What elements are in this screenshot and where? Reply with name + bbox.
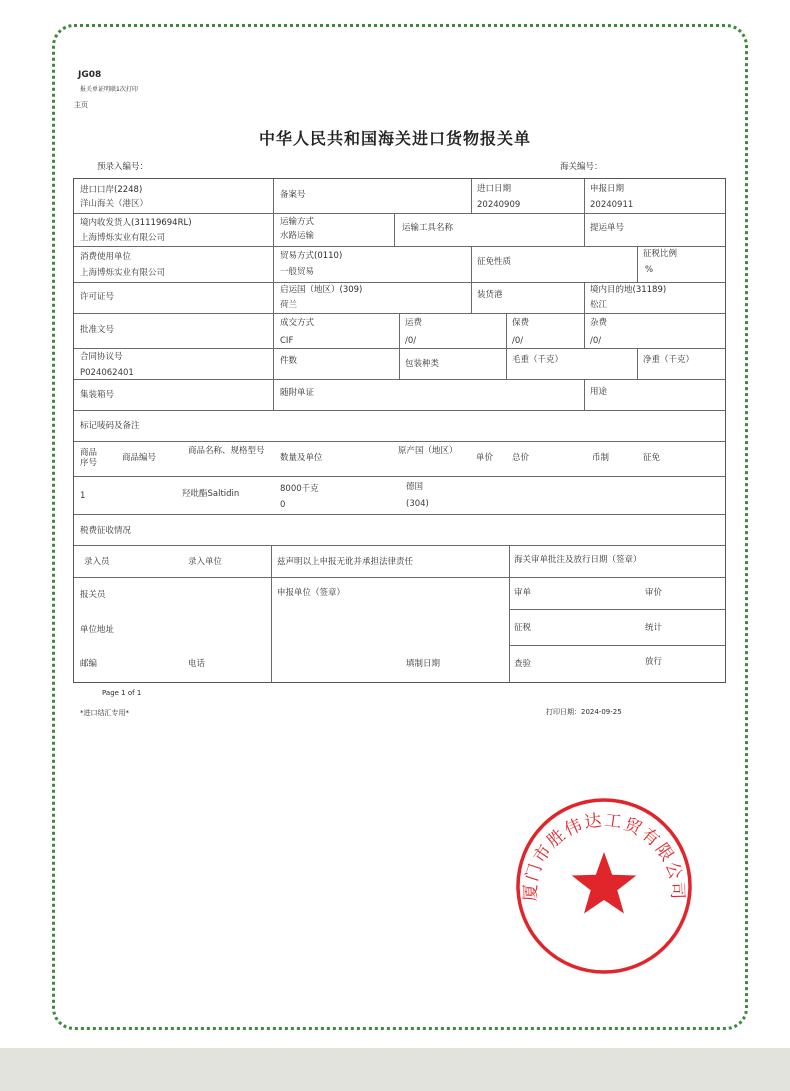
entry-clerk-label: 录入员: [84, 557, 110, 567]
misc-value: /0/: [590, 336, 602, 346]
import-date-value: 20240909: [477, 200, 521, 210]
bill-label: 提运单号: [590, 223, 625, 233]
seal-text: 厦门市胜伟达工贸有限公司: [520, 810, 688, 902]
deal-label: 成交方式: [280, 318, 315, 328]
documents-label: 随附单证: [280, 388, 315, 398]
goods-item-no-header: 商品序号: [80, 448, 98, 468]
consignee-value: 上海博烁实业有限公司: [80, 233, 166, 243]
tax-collection-label: 税费征收情况: [80, 526, 132, 536]
usage-label: 用途: [590, 387, 608, 397]
contract-value: P024062401: [80, 368, 134, 378]
tax-collect-label: 征税: [514, 623, 532, 633]
broker-label: 报关员: [80, 590, 106, 600]
pre-entry-label: 预录入编号：: [97, 162, 149, 172]
goods-total-header: 总价: [512, 453, 530, 463]
vehicle-label: 运输工具名称: [402, 223, 454, 233]
transport-label: 运输方式: [280, 217, 315, 227]
declaration-statement: 兹声明以上申报无讹并承担法律责任: [277, 557, 414, 567]
company-seal: [514, 796, 694, 976]
document-title: 中华人民共和国海关进口货物报关单: [258, 129, 531, 148]
entry-unit-label: 录入单位: [188, 557, 223, 567]
statistics-label: 统计: [645, 623, 663, 633]
freight-value: /0/: [405, 336, 417, 346]
fill-date-label: 填制日期: [406, 659, 441, 669]
special-use-note: *进口结汇专用*: [80, 709, 129, 717]
trade-label: 贸易方式(0110): [280, 251, 343, 261]
tax-ratio-label: 征税比例: [643, 249, 678, 259]
origin-country-value: 荷兰: [280, 300, 298, 310]
record-label: 备案号: [280, 190, 306, 200]
bottom-band: [0, 1048, 790, 1091]
goods-exempt-header: 征免: [643, 453, 661, 463]
phone-label: 电话: [188, 659, 206, 669]
marks-label: 标记唛码及备注: [80, 421, 140, 431]
declare-date-value: 20240911: [590, 200, 634, 210]
exemption-label: 征免性质: [477, 257, 512, 267]
port-value: 洋山海关（港区）: [80, 199, 149, 209]
goods-unit-price-header: 单价: [476, 453, 494, 463]
package-label: 包装种类: [405, 359, 440, 369]
goods-code-header: 商品编号: [122, 453, 157, 463]
transport-value: 水路运输: [280, 231, 315, 241]
deal-value: CIF: [280, 336, 294, 346]
misc-label: 杂费: [590, 318, 608, 328]
loading-port-label: 装货港: [477, 290, 503, 300]
goods-item-origin-1: 德国: [406, 482, 424, 492]
consumer-value: 上海博烁实业有限公司: [80, 268, 166, 278]
destination-label: 境内目的地(31189): [590, 285, 667, 295]
origin-country-label: 启运国（地区）(309): [280, 285, 363, 295]
pieces-label: 件数: [280, 356, 298, 366]
home-label: 主页: [74, 101, 88, 109]
goods-item-qty-2: 0: [280, 500, 286, 510]
goods-name-header: 商品名称、规格型号: [188, 446, 265, 456]
page-indicator: Page 1 of 1: [102, 689, 142, 697]
insurance-label: 保费: [512, 318, 530, 328]
postcode-label: 邮编: [80, 659, 98, 669]
seal-star-icon: [572, 852, 637, 914]
tax-ratio-value: %: [645, 265, 654, 275]
consumer-label: 消费使用单位: [80, 252, 132, 262]
print-date: 打印日期：2024-09-25: [546, 708, 622, 716]
trade-value: 一般贸易: [280, 267, 315, 277]
release-label: 放行: [645, 657, 663, 667]
customs-approval-label: 海关审单批注及放行日期（签章）: [514, 555, 642, 565]
destination-value: 松江: [590, 300, 608, 310]
form-subcode: 报关单证明联1次打印: [80, 86, 138, 93]
net-weight-label: 净重（千克）: [643, 355, 695, 365]
goods-item-no: 1: [80, 491, 86, 501]
declare-date-label: 申报日期: [590, 184, 625, 194]
declaration-form: [73, 178, 726, 683]
insurance-value: /0/: [512, 336, 524, 346]
inspect-label: 查验: [514, 659, 532, 669]
price-review-label: 审价: [645, 588, 663, 598]
port-label: 进口口岸(2248): [80, 185, 143, 195]
goods-item-origin-2: (304): [406, 499, 429, 509]
declare-unit-label: 申报单位（签章）: [277, 588, 346, 598]
contract-label: 合同协议号: [80, 352, 123, 362]
goods-origin-header: 原产国（地区）: [398, 446, 458, 456]
form-code: JG08: [78, 70, 102, 80]
review-label: 审单: [514, 588, 532, 598]
license-label: 许可证号: [80, 292, 115, 302]
consignee-label: 境内收发货人(31119694RL): [80, 218, 192, 228]
freight-label: 运费: [405, 318, 423, 328]
goods-qty-header: 数量及单位: [280, 453, 323, 463]
goods-item-name: 羟吡酯Saltidin: [182, 489, 240, 499]
import-date-label: 进口日期: [477, 184, 512, 194]
container-label: 集装箱号: [80, 390, 115, 400]
customs-no-label: 海关编号：: [560, 162, 603, 172]
goods-currency-header: 币制: [592, 453, 610, 463]
unit-address-label: 单位地址: [80, 625, 115, 635]
approval-label: 批准文号: [80, 325, 115, 335]
gross-weight-label: 毛重（千克）: [512, 355, 564, 365]
goods-item-qty-1: 8000千克: [280, 484, 319, 494]
